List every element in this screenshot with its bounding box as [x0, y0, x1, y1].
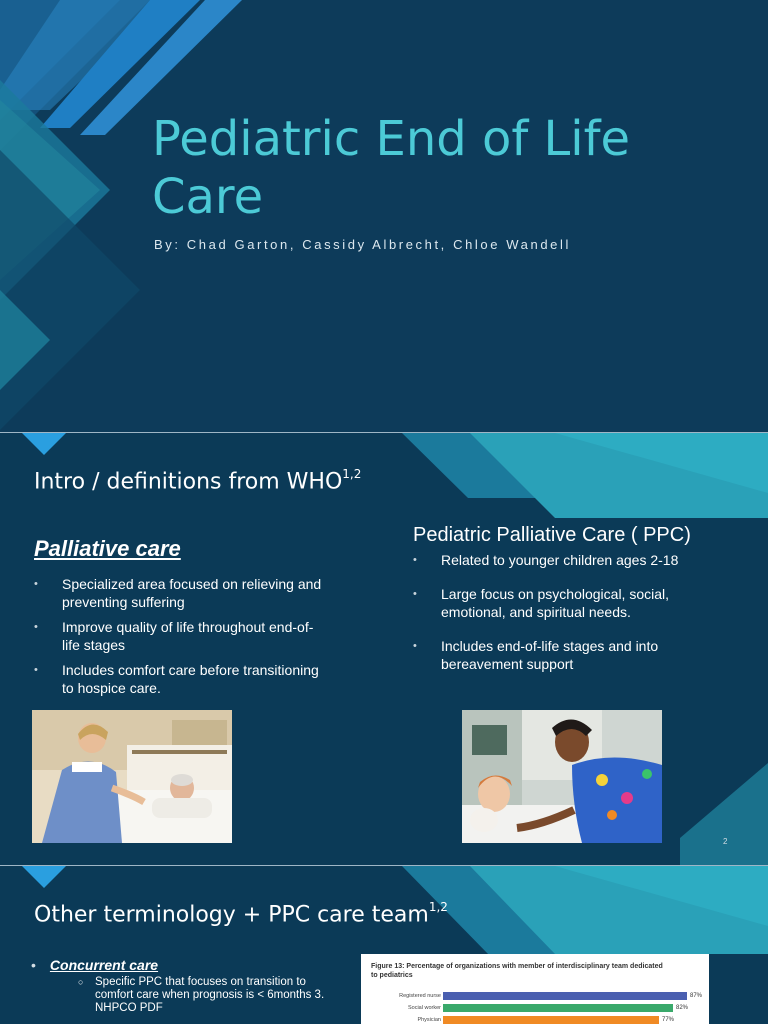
page-number: 2 — [723, 837, 728, 846]
terminology-heading — [34, 902, 448, 927]
chart-bar-row — [361, 992, 709, 1001]
intro-heading-citation: 1,2 — [342, 467, 362, 481]
bullet-text: Improve quality of life throughout end-of-life stages — [62, 619, 314, 653]
intro-heading-text: Intro / definitions from WHO — [34, 469, 343, 495]
list-item: • Large focus on psychological, social, emotional, and spiritual needs. — [413, 586, 670, 620]
slide-title: Pediatric End of Life Care — [152, 111, 631, 225]
terminology-heading-citation: 1,2 — [428, 900, 448, 914]
concurrent-care-subitem: ○ Specific PPC that focuses on transition to comfort care when prognosis is < 6months 3. NHPCO PDF — [78, 976, 328, 1015]
terminology-heading-text: Other terminology + PPC care team — [34, 902, 429, 928]
authors-line: By: Chad Garton, Cassidy Albrecht, Chloe Wandell — [154, 237, 571, 252]
concurrent-care-description: Specific PPC that focuses on transition to comfort care when prognosis is < 6months 3. NHPCO PDF — [95, 976, 325, 1014]
chart-value-label: 87% — [690, 993, 703, 999]
chart-category-label: Physician — [417, 1017, 441, 1023]
title-slide — [0, 0, 768, 432]
list-item: • Includes comfort care before transitioning to hospice care. — [34, 662, 319, 696]
list-item: • Specialized area focused on relieving and preventing suffering — [34, 576, 322, 610]
chart-value-label: 82% — [676, 1005, 689, 1011]
chart-title: Figure 13: Percentage of organizations with member of interdisciplinary team dedicated to pediatrics — [371, 963, 663, 979]
list-item: • Improve quality of life throughout end-of-life stages — [34, 619, 314, 653]
bullet-text: Includes comfort care before transitioning to hospice care. — [62, 662, 319, 696]
bullet-text: Related to younger children ages 2-18 — [441, 552, 679, 568]
chart-bar — [443, 1004, 673, 1012]
palliative-care-list — [34, 575, 324, 697]
concurrent-care-item: • Concurrent care — [31, 957, 159, 973]
list-item: • Related to younger children ages 2-18 — [413, 552, 679, 568]
chart-category-label: Social worker — [407, 1005, 441, 1011]
list-item: • Includes end-of-life stages and into bereavement support — [413, 638, 659, 672]
bullet-text: Includes end-of-life stages and into bereavement support — [441, 638, 659, 672]
chart-category-label: Registered nurse — [399, 993, 441, 999]
nurse-elderly-patient-photo — [32, 710, 232, 843]
chart-value-label: 77% — [662, 1017, 675, 1023]
interdisciplinary-team-chart — [361, 954, 709, 1024]
bullet-text: Specialized area focused on relieving and preventing suffering — [62, 576, 322, 610]
concurrent-care-heading: Concurrent care — [49, 957, 159, 973]
chart-bar-row — [361, 1004, 709, 1013]
chart-bar — [443, 992, 687, 1000]
intro-heading — [34, 469, 361, 494]
ppc-heading: Pediatric Palliative Care ( PPC) — [413, 524, 691, 546]
bullet-text: Large focus on psychological, social, emotional, and spiritual needs. — [441, 586, 670, 620]
chart-bar-row — [361, 1016, 709, 1024]
chart-bar — [443, 1016, 659, 1024]
palliative-care-heading: Palliative care — [34, 536, 181, 561]
ppc-list — [413, 551, 703, 673]
nurse-child-photo — [462, 710, 662, 843]
